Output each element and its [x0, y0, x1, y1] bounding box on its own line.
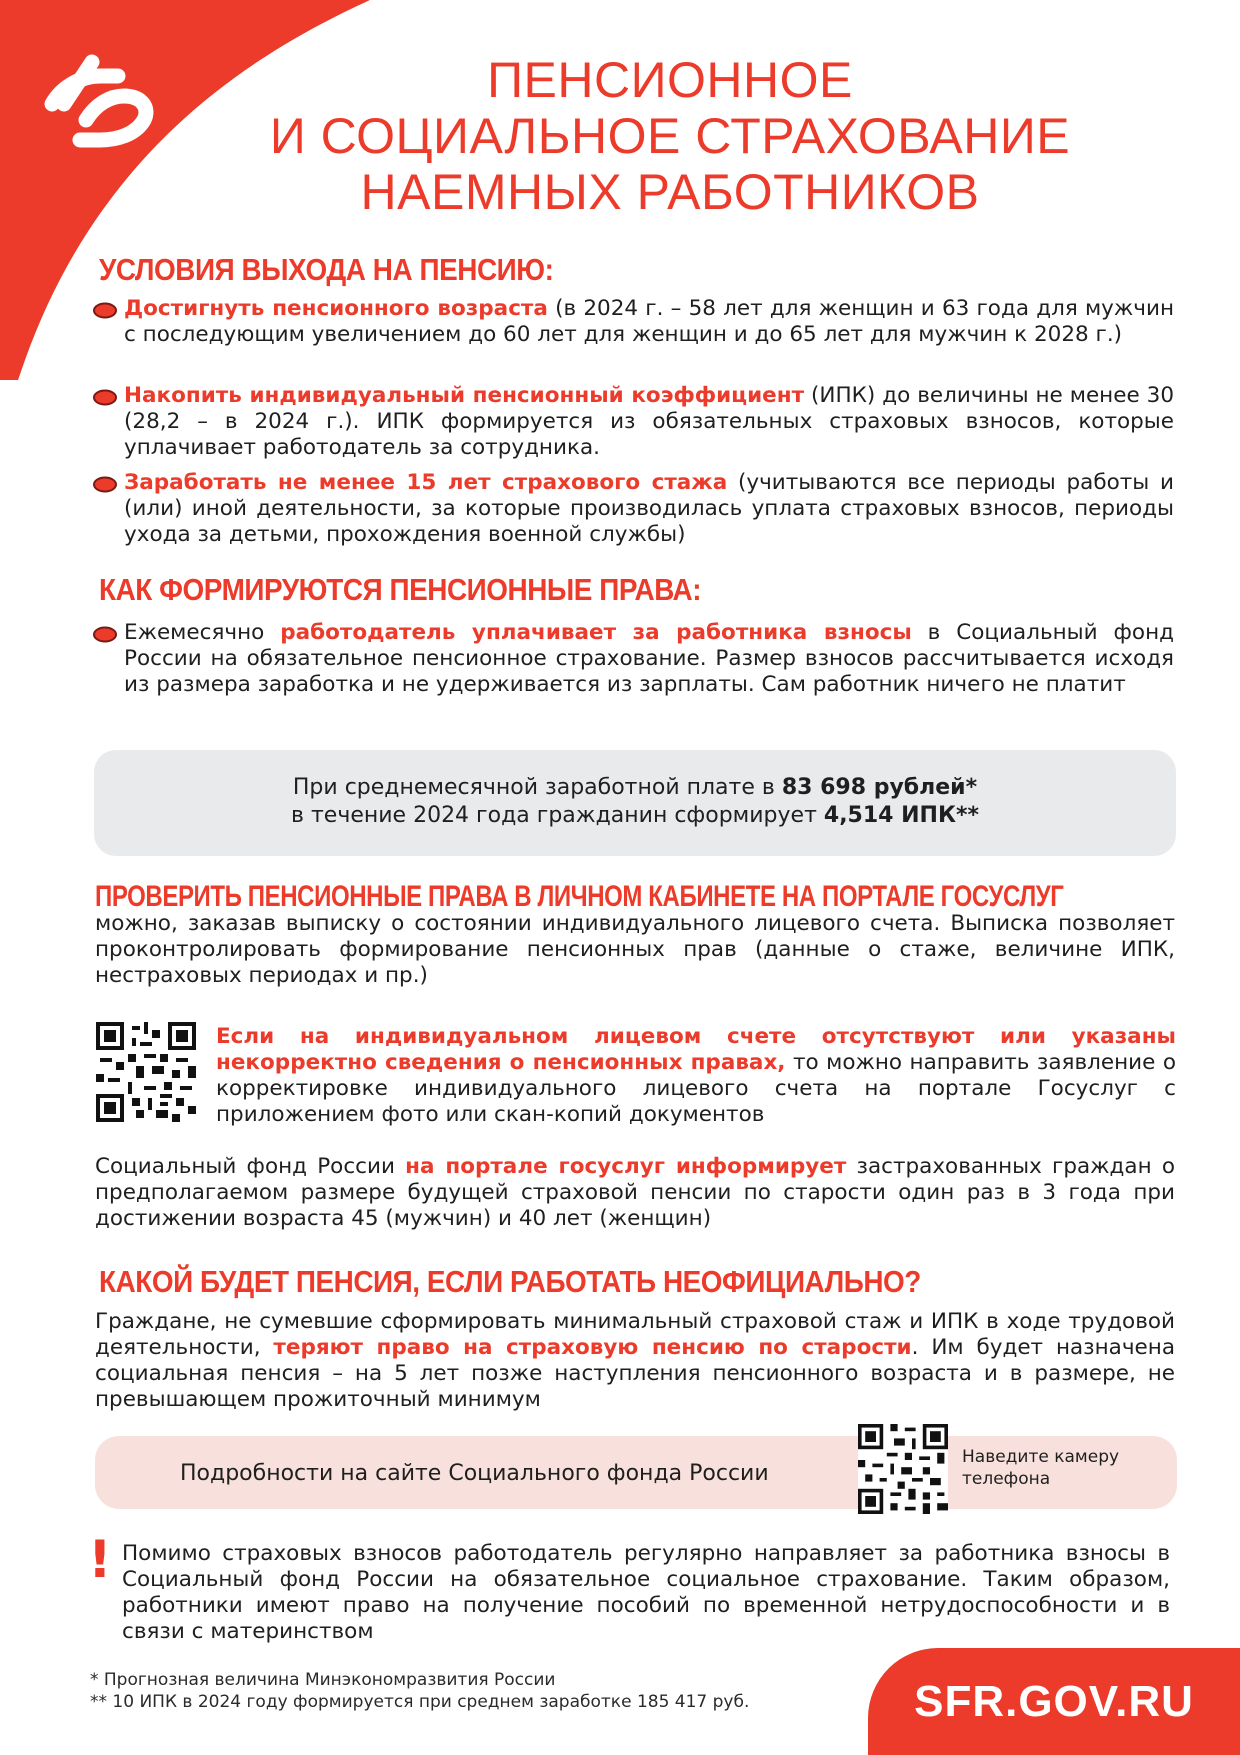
section-heading-rights: КАК ФОРМИРУЮТСЯ ПЕНСИОННЫЕ ПРАВА: — [99, 572, 702, 607]
ipk-info-line-2 — [94, 802, 1176, 830]
page-title — [150, 52, 1190, 220]
list-item-text: (в 2024 г. – 58 лет для женщин и 63 года для мужчин с последующим увеличением до 60 лет для женщин и до 65 лет для мужчин к 2028 г.) — [124, 296, 1175, 347]
ipk-info-line-1 — [94, 774, 1176, 802]
gosuslugi-check-paragraph — [95, 880, 1175, 989]
paragraph-pre: Граждане, не сумевшие сформировать минимальный страховой стаж и ИПК в ходе трудовой деятельности, — [95, 1309, 1175, 1360]
title-line-2: И СОЦИАЛЬНОЕ СТРАХОВАНИЕ — [269, 108, 1071, 164]
red-dot-icon — [92, 626, 118, 643]
section-heading-unofficial: КАКОЙ БУДЕТ ПЕНСИЯ, ЕСЛИ РАБОТАТЬ НЕОФИЦИАЛЬНО? — [99, 1264, 921, 1299]
section-heading-check: ПРОВЕРИТЬ ПЕНСИОННЫЕ ПРАВА В ЛИЧНОМ КАБИНЕТЕ НА ПОРТАЛЕ ГОСУСЛУГ — [95, 880, 1064, 913]
footnote-1: * Прогнозная величина Минэкономразвития России — [90, 1670, 556, 1690]
paragraph-pre: Социальный фонд России — [95, 1154, 406, 1179]
list-item — [124, 620, 1174, 698]
ipk-value: 4,514 ИПК** — [823, 803, 979, 828]
qr-block-paragraph — [216, 1024, 1176, 1128]
qr-code-icon[interactable] — [858, 1424, 948, 1514]
exclamation-icon: ! — [88, 1530, 112, 1590]
paragraph-highlight: теряют право на страховую пенсию по старости — [273, 1335, 912, 1360]
title-line-1: ПЕНСИОННОЕ — [487, 52, 853, 108]
title-line-3: НАЕМНЫХ РАБОТНИКОВ — [360, 164, 980, 220]
ipk-info-box — [94, 750, 1176, 856]
list-item-highlight: работодатель уплачивает за работника взносы — [280, 620, 912, 645]
paragraph-highlight: Если на индивидуальном лицевом счете отсутствуют или указаны некорректно сведения о пенсионных правах, — [216, 1024, 1176, 1075]
site-link[interactable]: SFR.GOV.RU — [868, 1648, 1240, 1755]
camera-hint — [962, 1446, 1119, 1490]
red-dot-icon — [92, 389, 118, 406]
list-item-text: в Социальный фонд России на обязательное пенсионное страхование. Размер взносов рассчитывается исходя из размера заработка и не удерживается из зарплаты. Сам работник ничего не платит — [124, 620, 1174, 697]
list-item-pre: Ежемесячно — [124, 620, 281, 645]
list-item — [124, 470, 1174, 548]
paragraph-text: то можно направить заявление о корректировке индивидуального лицевого счета на портале Госуслуг с приложением фото или скан-копий документов — [216, 1050, 1176, 1127]
unofficial-paragraph — [95, 1309, 1175, 1413]
list-item-highlight: Накопить индивидуальный пенсионный коэффициент — [124, 383, 805, 408]
list-item-highlight: Достигнуть пенсионного возраста — [124, 296, 548, 321]
paragraph-text: застрахованных граждан о предполагаемом размере будущей страховой пенсии по старости один раз в 3 года при достижении возраста 45 (мужчин) и 40 лет (женщин) — [95, 1154, 1175, 1231]
inform-paragraph — [95, 1154, 1175, 1232]
red-dot-icon — [92, 476, 118, 493]
camera-hint-line-1: Наведите камеру — [962, 1447, 1120, 1467]
list-item-highlight: Заработать не менее 15 лет страхового стажа — [124, 470, 728, 495]
list-item — [124, 383, 1174, 461]
camera-hint-line-2: телефона — [962, 1469, 1051, 1489]
paragraph-text: можно, заказав выписку о состоянии индивидуального лицевого счета. Выписка позволяет проконтролировать формирование пенсионных прав (данные о стаже, величине ИПК, нестраховых периодах и пр.) — [95, 911, 1175, 988]
footnote-2: ** 10 ИПК в 2024 году формируется при среднем заработке 185 417 руб. — [90, 1692, 750, 1712]
qr-code-icon — [96, 1022, 196, 1122]
paragraph-text: . Им будет назначена социальная пенсия – на 5 лет позже наступления пенсионного возраста и в размере, не превышающем прожиточный минимум — [95, 1335, 1175, 1412]
ipk-info-text: в течение 2024 года гражданин сформирует — [291, 803, 824, 828]
list-item — [124, 296, 1174, 348]
notice-paragraph: Помимо страховых взносов работодатель регулярно направляет за работника взносы в Социальный фонд России на обязательное социальное страхование. Таким образом, работники имеют право на получение пособий по временной нетрудоспособности и в связи с материнством — [122, 1541, 1170, 1644]
salary-value: 83 698 рублей* — [781, 775, 978, 800]
list-item-text: (учитываются все периоды работы и (или) иной деятельности, за которые производилась уплата страховых взносов, периоды ухода за детьми, прохождения военной службы) — [124, 470, 1174, 547]
red-dot-icon — [92, 302, 118, 319]
ipk-info-text: При среднемесячной заработной плате в — [292, 775, 782, 800]
paragraph-highlight: на портале госуслуг информирует — [405, 1154, 847, 1179]
details-label: Подробности на сайте Социального фонда России — [180, 1461, 769, 1486]
section-heading-conditions: УСЛОВИЯ ВЫХОДА НА ПЕНСИЮ: — [99, 252, 554, 287]
list-item-text: (ИПК) до величины не менее 30 (28,2 – в 2024 г.). ИПК формируется из обязательных страховых взносов, которые уплачивает работодатель за сотрудника. — [124, 383, 1174, 460]
